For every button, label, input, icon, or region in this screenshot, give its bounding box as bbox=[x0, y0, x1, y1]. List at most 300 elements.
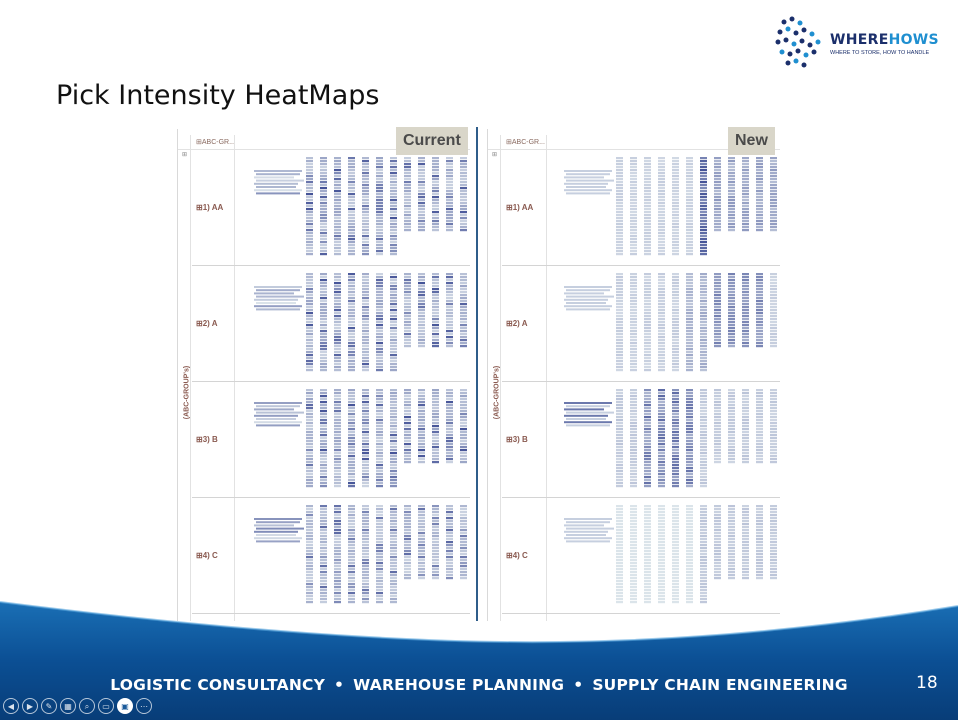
heat-cell bbox=[616, 285, 623, 287]
heat-cell bbox=[320, 172, 327, 174]
heat-cell bbox=[320, 404, 327, 406]
heat-cell bbox=[446, 520, 453, 522]
heat-cell bbox=[770, 157, 777, 159]
heat-cell bbox=[376, 422, 383, 424]
heat-cell bbox=[700, 571, 707, 573]
row-label: ⊞3) B bbox=[196, 435, 218, 444]
heat-cell bbox=[432, 389, 439, 391]
heat-cell bbox=[658, 178, 665, 180]
heat-cell bbox=[334, 538, 341, 540]
heat-cell bbox=[644, 351, 651, 353]
heat-cell bbox=[644, 392, 651, 394]
subtitle-icon[interactable]: ▭ bbox=[98, 698, 114, 714]
heat-cell bbox=[348, 541, 355, 543]
heat-cell bbox=[460, 392, 467, 394]
heat-cell bbox=[714, 157, 721, 159]
heat-cell bbox=[630, 345, 637, 347]
heat-cell bbox=[376, 306, 383, 308]
heat-cell bbox=[630, 253, 637, 255]
heat-cell bbox=[714, 166, 721, 168]
heat-cell bbox=[686, 526, 693, 528]
heat-cell bbox=[390, 508, 397, 510]
heat-cell bbox=[306, 342, 313, 344]
previous-icon[interactable]: ◀ bbox=[3, 698, 19, 714]
heat-cell bbox=[630, 199, 637, 201]
heat-cell bbox=[630, 351, 637, 353]
heat-cell bbox=[714, 187, 721, 189]
heat-cell bbox=[390, 351, 397, 353]
heat-cell bbox=[686, 482, 693, 484]
heat-cell bbox=[390, 309, 397, 311]
heat-cell bbox=[460, 279, 467, 281]
heat-cell bbox=[432, 309, 439, 311]
heat-cell bbox=[672, 244, 679, 246]
heat-cell bbox=[334, 577, 341, 579]
heat-cell bbox=[404, 157, 411, 159]
pen-icon[interactable]: ✎ bbox=[41, 698, 57, 714]
heat-cell bbox=[686, 470, 693, 472]
heat-cell bbox=[432, 315, 439, 317]
heat-cell bbox=[658, 247, 665, 249]
heat-cell bbox=[644, 250, 651, 252]
heat-cell bbox=[376, 547, 383, 549]
heat-cell bbox=[334, 363, 341, 365]
heat-cell bbox=[700, 282, 707, 284]
heat-cell bbox=[700, 184, 707, 186]
heat-cell bbox=[306, 410, 313, 412]
heat-cell bbox=[616, 247, 623, 249]
heat-cell bbox=[714, 395, 721, 397]
heat-cell bbox=[376, 544, 383, 546]
heat-cell bbox=[672, 184, 679, 186]
heat-cell bbox=[306, 538, 313, 540]
heat-cell bbox=[432, 434, 439, 436]
heat-cell bbox=[700, 547, 707, 549]
heat-cell bbox=[728, 229, 735, 231]
heat-cell bbox=[362, 523, 369, 525]
heat-cell bbox=[728, 184, 735, 186]
heat-cell bbox=[348, 479, 355, 481]
heat-cell bbox=[446, 538, 453, 540]
row-label: ⊞2) A bbox=[196, 319, 218, 328]
heat-cell bbox=[418, 312, 425, 314]
heat-cell bbox=[390, 232, 397, 234]
heat-cell bbox=[672, 199, 679, 201]
heat-cell bbox=[418, 416, 425, 418]
heat-cell bbox=[714, 300, 721, 302]
heat-cell bbox=[334, 351, 341, 353]
heat-block-line bbox=[254, 518, 302, 520]
heat-cell bbox=[686, 452, 693, 454]
heat-cell bbox=[672, 205, 679, 207]
heat-cell bbox=[616, 196, 623, 198]
heat-cell bbox=[362, 565, 369, 567]
heat-cell bbox=[728, 300, 735, 302]
heat-cell bbox=[714, 547, 721, 549]
heat-cell bbox=[630, 559, 637, 561]
heat-cell bbox=[390, 452, 397, 454]
heat-cell bbox=[658, 166, 665, 168]
heat-cell bbox=[714, 199, 721, 201]
heat-cell bbox=[306, 253, 313, 255]
heat-cell bbox=[644, 583, 651, 585]
heat-cell bbox=[446, 217, 453, 219]
heat-cell bbox=[630, 321, 637, 323]
heat-cell bbox=[390, 178, 397, 180]
heat-cell bbox=[460, 208, 467, 210]
heat-cell bbox=[320, 553, 327, 555]
heat-cell bbox=[728, 214, 735, 216]
heat-cell bbox=[418, 172, 425, 174]
heat-cell bbox=[742, 428, 749, 430]
heat-cell bbox=[686, 583, 693, 585]
heat-cell bbox=[644, 407, 651, 409]
heat-cell bbox=[320, 547, 327, 549]
heat-cell bbox=[446, 532, 453, 534]
heat-cell bbox=[390, 199, 397, 201]
heat-cell bbox=[320, 464, 327, 466]
heat-cell bbox=[320, 583, 327, 585]
heat-block-line bbox=[564, 299, 608, 301]
heat-cell bbox=[756, 291, 763, 293]
heat-cell bbox=[376, 407, 383, 409]
heat-cell bbox=[672, 416, 679, 418]
heat-cell bbox=[728, 419, 735, 421]
heat-cell bbox=[446, 163, 453, 165]
heat-cell bbox=[418, 202, 425, 204]
heat-cell bbox=[390, 193, 397, 195]
heat-cell bbox=[446, 407, 453, 409]
heat-cell bbox=[686, 404, 693, 406]
heat-cell bbox=[376, 217, 383, 219]
heat-cell bbox=[446, 345, 453, 347]
heat-cell bbox=[334, 211, 341, 213]
heat-cell bbox=[756, 526, 763, 528]
heat-cell bbox=[714, 455, 721, 457]
heat-cell bbox=[334, 431, 341, 433]
heat-cell bbox=[630, 357, 637, 359]
zoom-icon[interactable]: ⌕ bbox=[79, 698, 95, 714]
heat-cell bbox=[348, 321, 355, 323]
heat-cell bbox=[714, 288, 721, 290]
heat-cell bbox=[362, 544, 369, 546]
heat-cell bbox=[756, 559, 763, 561]
heat-cell bbox=[756, 514, 763, 516]
heat-cell bbox=[418, 217, 425, 219]
heat-cell bbox=[616, 526, 623, 528]
heat-cell bbox=[320, 571, 327, 573]
heat-cell bbox=[362, 178, 369, 180]
heat-cell bbox=[686, 166, 693, 168]
heat-cell bbox=[348, 285, 355, 287]
camera-icon[interactable]: ▣ bbox=[117, 698, 133, 714]
heat-cell bbox=[700, 458, 707, 460]
heat-cell bbox=[348, 461, 355, 463]
heat-cell bbox=[348, 282, 355, 284]
heat-cell bbox=[700, 553, 707, 555]
heat-cell bbox=[376, 428, 383, 430]
heat-cell bbox=[432, 291, 439, 293]
heat-cell bbox=[658, 449, 665, 451]
heat-cell bbox=[446, 303, 453, 305]
heat-cell bbox=[770, 229, 777, 231]
heat-cell bbox=[460, 309, 467, 311]
heat-cell bbox=[348, 431, 355, 433]
heat-cell bbox=[390, 345, 397, 347]
heat-cell bbox=[404, 285, 411, 287]
heat-cell bbox=[390, 461, 397, 463]
heat-cell bbox=[630, 464, 637, 466]
heat-block-line bbox=[254, 305, 302, 307]
heat-cell bbox=[644, 404, 651, 406]
heat-cell bbox=[306, 571, 313, 573]
heat-cell bbox=[390, 324, 397, 326]
heat-cell bbox=[686, 172, 693, 174]
heat-cell bbox=[460, 339, 467, 341]
heat-cell bbox=[686, 324, 693, 326]
heat-cell bbox=[446, 220, 453, 222]
heat-cell bbox=[404, 440, 411, 442]
heat-cell bbox=[306, 157, 313, 159]
heat-cell bbox=[390, 562, 397, 564]
heat-cell bbox=[728, 425, 735, 427]
heat-cell bbox=[376, 404, 383, 406]
heat-cell bbox=[630, 235, 637, 237]
heat-cell bbox=[306, 300, 313, 302]
heat-cell bbox=[616, 235, 623, 237]
heat-cell bbox=[320, 538, 327, 540]
heat-cell bbox=[320, 458, 327, 460]
heat-cell bbox=[630, 300, 637, 302]
heat-cell bbox=[306, 276, 313, 278]
heat-cell bbox=[376, 553, 383, 555]
heat-cell bbox=[348, 211, 355, 213]
heat-cell bbox=[306, 562, 313, 564]
heat-cell bbox=[460, 574, 467, 576]
heat-cell bbox=[616, 565, 623, 567]
heat-cell bbox=[686, 440, 693, 442]
heat-cell bbox=[460, 297, 467, 299]
heat-cell bbox=[672, 389, 679, 391]
heat-cell bbox=[700, 470, 707, 472]
next-icon[interactable]: ▶ bbox=[22, 698, 38, 714]
heat-cell bbox=[700, 437, 707, 439]
heat-cell bbox=[348, 345, 355, 347]
heat-cell bbox=[362, 312, 369, 314]
heat-cell bbox=[616, 562, 623, 564]
heat-cell bbox=[376, 226, 383, 228]
heat-cell bbox=[616, 446, 623, 448]
heat-cell bbox=[658, 568, 665, 570]
heat-cell bbox=[756, 547, 763, 549]
heat-cell bbox=[714, 327, 721, 329]
heat-cell bbox=[390, 535, 397, 537]
heat-cell bbox=[306, 470, 313, 472]
heat-cell bbox=[630, 461, 637, 463]
heat-cell bbox=[334, 511, 341, 513]
heat-cell bbox=[630, 404, 637, 406]
heat-cell bbox=[404, 223, 411, 225]
heat-cell bbox=[320, 517, 327, 519]
heat-cell bbox=[714, 413, 721, 415]
heat-cell bbox=[446, 175, 453, 177]
heat-cell bbox=[446, 211, 453, 213]
heat-cell bbox=[756, 422, 763, 424]
heat-cell bbox=[714, 163, 721, 165]
heat-cell bbox=[390, 398, 397, 400]
heat-cell bbox=[770, 532, 777, 534]
heat-cell bbox=[686, 458, 693, 460]
heat-cell bbox=[756, 282, 763, 284]
heat-cell bbox=[630, 467, 637, 469]
heat-cell bbox=[390, 538, 397, 540]
heat-cell bbox=[390, 288, 397, 290]
heat-cell bbox=[770, 559, 777, 561]
heat-cell bbox=[334, 318, 341, 320]
heat-cell bbox=[714, 291, 721, 293]
heat-cell bbox=[700, 247, 707, 249]
heat-cell bbox=[644, 505, 651, 507]
heat-cell bbox=[404, 398, 411, 400]
heat-cell bbox=[334, 529, 341, 531]
heat-cell bbox=[658, 398, 665, 400]
heat-cell bbox=[320, 193, 327, 195]
heat-cell bbox=[320, 241, 327, 243]
heat-cell bbox=[418, 276, 425, 278]
heat-cell bbox=[686, 586, 693, 588]
heat-cell bbox=[334, 532, 341, 534]
heat-cell bbox=[658, 520, 665, 522]
heat-block-line bbox=[256, 521, 300, 523]
heat-cell bbox=[390, 217, 397, 219]
heat-cell bbox=[320, 282, 327, 284]
heat-block-line bbox=[566, 173, 610, 175]
heat-cell bbox=[418, 520, 425, 522]
heat-cell bbox=[460, 193, 467, 195]
heat-cell bbox=[320, 511, 327, 513]
heat-cell bbox=[432, 574, 439, 576]
heat-cell bbox=[686, 369, 693, 371]
heat-cell bbox=[334, 235, 341, 237]
heat-cell bbox=[376, 589, 383, 591]
row-label: ⊞1) AA bbox=[196, 203, 224, 212]
heat-cell bbox=[700, 199, 707, 201]
heat-cell bbox=[742, 544, 749, 546]
heat-cell bbox=[404, 309, 411, 311]
heat-cell bbox=[334, 160, 341, 162]
heat-cell bbox=[404, 273, 411, 275]
heat-cell bbox=[686, 217, 693, 219]
heat-cell bbox=[334, 526, 341, 528]
heat-cell bbox=[700, 461, 707, 463]
heat-cell bbox=[404, 190, 411, 192]
heat-cell bbox=[686, 208, 693, 210]
heat-cell bbox=[348, 392, 355, 394]
heat-cell bbox=[376, 202, 383, 204]
heat-cell bbox=[742, 336, 749, 338]
heat-cell bbox=[446, 157, 453, 159]
heat-cell bbox=[362, 366, 369, 368]
heat-cell bbox=[686, 574, 693, 576]
heat-cell bbox=[672, 431, 679, 433]
heat-cell bbox=[616, 467, 623, 469]
heat-cell bbox=[362, 574, 369, 576]
heat-cell bbox=[700, 419, 707, 421]
heat-cell bbox=[770, 425, 777, 427]
heat-cell bbox=[432, 160, 439, 162]
slides-icon[interactable]: ▦ bbox=[60, 698, 76, 714]
wherehows-logo bbox=[774, 14, 954, 72]
heat-cell bbox=[404, 196, 411, 198]
heat-cell bbox=[644, 223, 651, 225]
heat-cell bbox=[348, 422, 355, 424]
heat-cell bbox=[672, 303, 679, 305]
heat-cell bbox=[644, 163, 651, 165]
heat-cell bbox=[658, 470, 665, 472]
heat-cell bbox=[306, 273, 313, 275]
heat-cell bbox=[770, 333, 777, 335]
heat-cell bbox=[446, 315, 453, 317]
heat-cell bbox=[320, 455, 327, 457]
heat-cell bbox=[714, 181, 721, 183]
heat-cell bbox=[770, 160, 777, 162]
heat-cell bbox=[446, 550, 453, 552]
heat-cell bbox=[644, 276, 651, 278]
heat-cell bbox=[446, 324, 453, 326]
heat-cell bbox=[362, 550, 369, 552]
heat-cell bbox=[742, 288, 749, 290]
heat-cell bbox=[446, 413, 453, 415]
heat-cell bbox=[770, 428, 777, 430]
heat-cell bbox=[362, 363, 369, 365]
heat-cell bbox=[742, 443, 749, 445]
heat-cell bbox=[700, 250, 707, 252]
heat-cell bbox=[756, 458, 763, 460]
heat-cell bbox=[376, 449, 383, 451]
heat-cell bbox=[446, 514, 453, 516]
heat-cell bbox=[418, 398, 425, 400]
heat-cell bbox=[306, 318, 313, 320]
heat-cell bbox=[446, 398, 453, 400]
heat-cell bbox=[714, 523, 721, 525]
heat-cell bbox=[376, 446, 383, 448]
heat-cell bbox=[404, 461, 411, 463]
heat-cell bbox=[728, 312, 735, 314]
heat-cell bbox=[714, 169, 721, 171]
heat-cell bbox=[770, 422, 777, 424]
heat-cell bbox=[362, 309, 369, 311]
heat-cell bbox=[658, 220, 665, 222]
heat-cell bbox=[432, 196, 439, 198]
heat-cell bbox=[672, 392, 679, 394]
heat-cell bbox=[446, 285, 453, 287]
heat-cell bbox=[672, 425, 679, 427]
heat-cell bbox=[404, 416, 411, 418]
more-icon[interactable]: ⋯ bbox=[136, 698, 152, 714]
heat-cell bbox=[432, 562, 439, 564]
heat-cell bbox=[672, 315, 679, 317]
heat-cell bbox=[432, 333, 439, 335]
heat-cell bbox=[630, 363, 637, 365]
heat-cell bbox=[390, 348, 397, 350]
heat-cell bbox=[756, 532, 763, 534]
heat-cell bbox=[362, 223, 369, 225]
heat-cell bbox=[616, 416, 623, 418]
heat-cell bbox=[306, 244, 313, 246]
heat-cell bbox=[714, 440, 721, 442]
heat-cell bbox=[686, 437, 693, 439]
heat-cell bbox=[644, 178, 651, 180]
